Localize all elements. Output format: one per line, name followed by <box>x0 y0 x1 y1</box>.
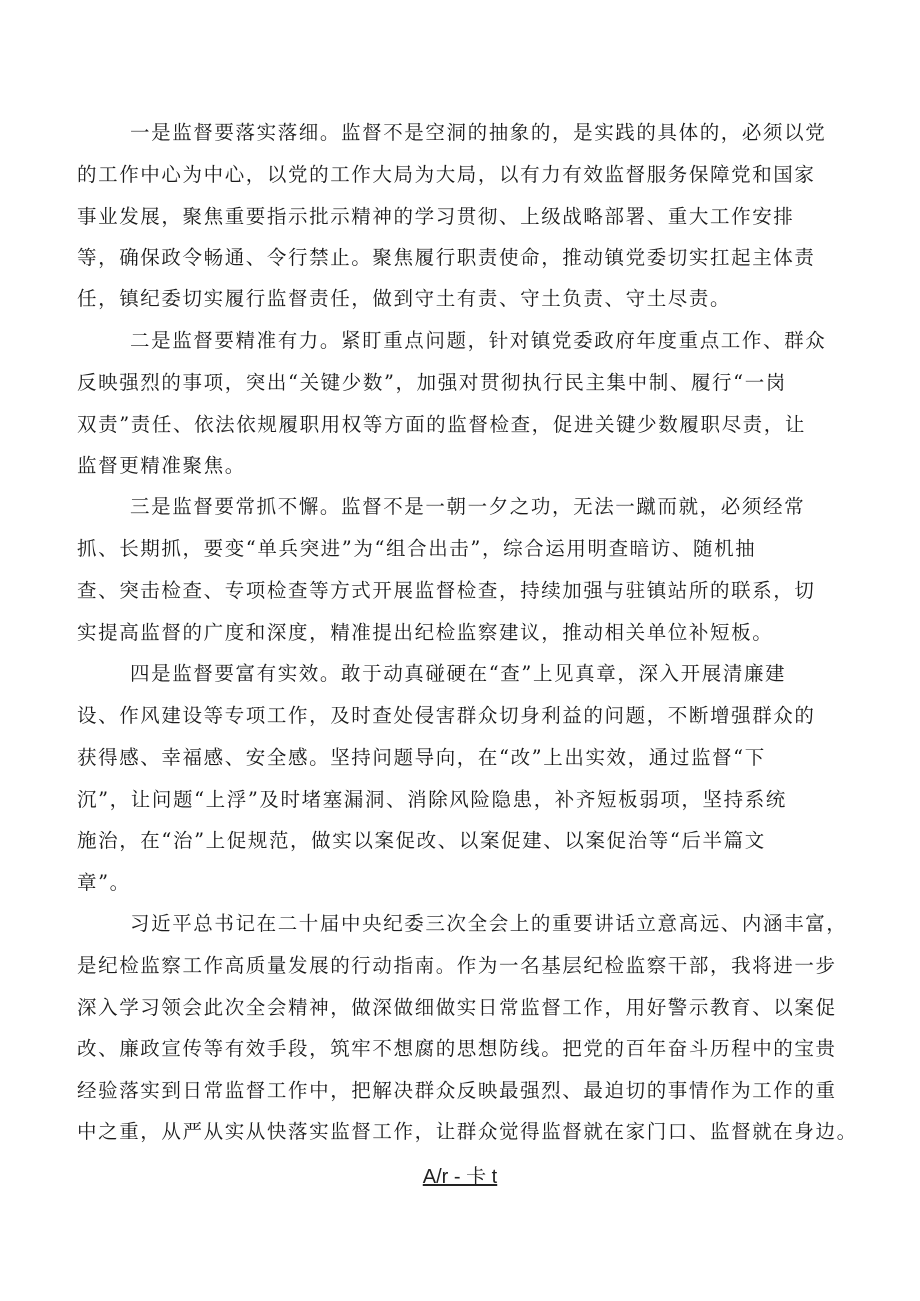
paragraph-4-line-4: 沉”，让问题“上浮”及时堵塞漏洞、消除风险隐患，补齐短板弱项，坚持系统 <box>77 788 787 811</box>
paragraph-5-line-1: 习近平总书记在二十届中央纪委三次全会上的重要讲话立意高远、内涵丰富， <box>130 912 848 935</box>
page-footer <box>0 1160 920 1189</box>
paragraph-3-line-2: 抓、长期抓，要变“单兵突进”为“组合出击”，综合运用明查暗访、随机抽 <box>77 537 757 560</box>
paragraph-3-line-4: 实提高监督的广度和深度，精准提出纪检监察建议，推动相关单位补短板。 <box>77 621 774 644</box>
paragraph-4-line-2: 设、作风建设等专项工作，及时查处侵害群众切身利益的问题，不断增强群众的 <box>77 704 816 727</box>
paragraph-1-line-2: 的工作中心为中心，以党的工作大局为大局，以有力有效监督服务保障党和国家 <box>77 163 816 186</box>
paragraph-1-line-1: 一是监督要落实落细。监督不是空洞的抽象的，是实践的具体的，必须以党 <box>130 121 827 144</box>
paragraph-4-line-6: 章”。 <box>77 871 131 894</box>
paragraph-3-line-3: 查、突击检查、专项检查等方式开展监督检查，持续加强与驻镇站所的联系，切 <box>77 579 816 602</box>
paragraph-1-line-4: 等，确保政令畅通、令行禁止。聚焦履行职责使命，推动镇党委切实扛起主体责 <box>77 246 816 269</box>
paragraph-5-line-5: 经验落实到日常监督工作中，把解决群众反映最强烈、最迫切的事情作为工作的重 <box>77 1079 837 1102</box>
paragraph-4-line-1: 四是监督要富有实效。敢于动真碰硬在“查”上见真章，深入开展清廉建 <box>130 662 787 685</box>
paragraph-5-line-4: 改、廉政宣传等有效手段，筑牢不想腐的思想防线。把党的百年奋斗历程中的宝贵 <box>77 1037 837 1060</box>
paragraph-4-line-3: 获得感、幸福感、安全感。坚持问题导向，在“改”上出实效，通过监督“下 <box>77 746 766 769</box>
footer-text: A/r - 卡 t <box>422 1166 498 1188</box>
paragraph-4-line-5: 施治，在“治”上促规范，做实以案促改、以案促建、以案促治等“后半篇文 <box>77 829 766 852</box>
paragraph-2-line-1: 二是监督要精准有力。紧盯重点问题，针对镇党委政府年度重点工作、群众 <box>130 329 827 352</box>
paragraph-1-line-5: 任，镇纪委切实履行监督责任，做到守土有责、守土负责、守土尽责。 <box>77 287 732 310</box>
paragraph-5-line-3: 深入学习领会此次全会精神，做深做细做实日常监督工作，用好警示教育、以案促 <box>77 996 837 1019</box>
paragraph-2-line-4: 监督更精准聚焦。 <box>77 454 246 477</box>
paragraph-5-line-2: 是纪检监察工作高质量发展的行动指南。作为一名基层纪检监察干部，我将进一步 <box>77 954 837 977</box>
paragraph-1-line-3: 事业发展，聚焦重要指示批示精神的学习贯彻、上级战略部署、重大工作安排 <box>77 205 795 228</box>
paragraph-2-line-2: 反映强烈的事项，突出“关键少数”，加强对贯彻执行民主集中制、履行“一岗 <box>77 371 787 394</box>
paragraph-3-line-1: 三是监督要常抓不懈。监督不是一朝一夕之功，无法一蹴而就，必须经常 <box>130 495 806 518</box>
paragraph-2-line-3: 双责”责任、依法依规履职用权等方面的监督检查，促进关键少数履职尽责，让 <box>77 413 806 436</box>
paragraph-5-line-6: 中之重，从严从实从快落实监督工作，让群众觉得监督就在家门口、监督就在身边。 <box>77 1120 858 1143</box>
